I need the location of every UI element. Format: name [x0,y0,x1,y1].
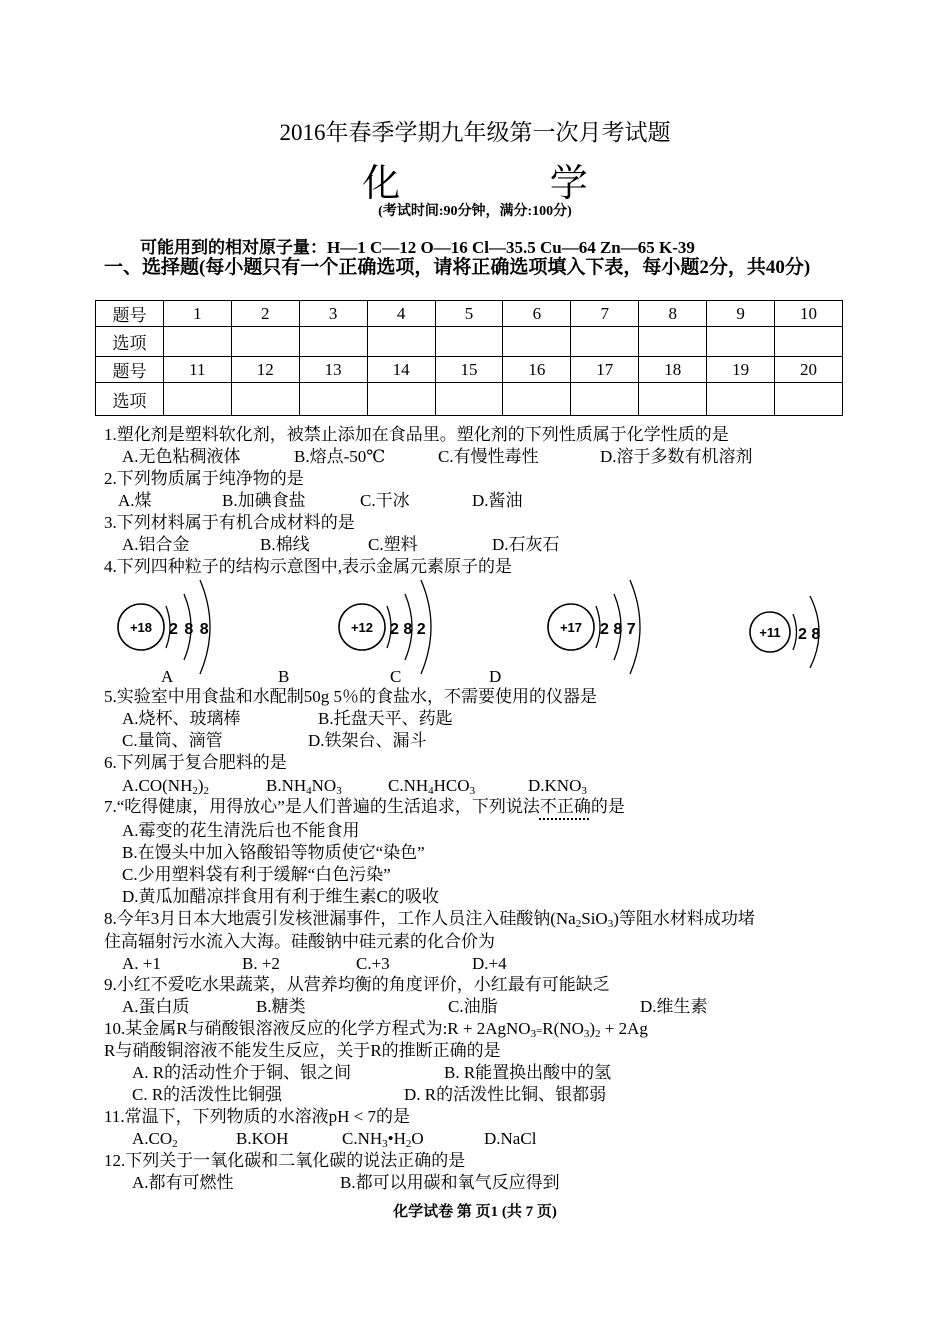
answer-cell[interactable] [367,383,435,416]
question-2-option-c: C.干冰 [360,491,410,510]
question-2-option-b: B.加碘食盐 [222,491,306,510]
answer-cell[interactable] [707,383,775,416]
question-5-option-d: D.铁架台、漏斗 [308,731,427,750]
question-5-option-c: C.量筒、滴管 [122,731,223,750]
question-9-option-d: D.维生素 [640,997,708,1016]
question-1-option-d: D.溶于多数有机溶剂 [600,447,753,466]
table-label: 选项 [96,383,164,416]
answer-cell[interactable] [775,327,843,357]
question-9-stem: 9.小红不爱吃水果蔬菜，从营养均衡的角度评价，小红最有可能缺乏 [104,975,610,994]
answer-cell[interactable] [231,383,299,416]
answer-cell[interactable] [163,327,231,357]
answer-cell[interactable] [571,383,639,416]
nucleus-charge: +17 [559,620,583,635]
question-number: 16 [503,357,571,383]
answer-cell[interactable] [163,383,231,416]
question-11-stem: 11.常温下，下列物质的水溶液pH < 7的是 [104,1107,410,1126]
option-letter: D [489,667,502,686]
question-8-line1: 8.今年3月日本大地震引发核泄漏事件，工作人员注入硅酸钠$(Na_2SiO_3)$等阻水材料成功堵 [104,909,755,930]
question-10-option-c: C. R的活泼性比铜强 [132,1085,283,1104]
table-label: 题号 [96,301,164,327]
exam-title: 2016年春季学期九年级第一次月考试题 [279,120,671,145]
question-4-stem: 4.下列四种粒子的结构示意图中,表示金属元素原子的是 [104,557,512,576]
question-number: 6 [503,301,571,327]
question-6-option-d: $D.KNO_3$ [528,776,587,797]
question-7-option-b: B.在馒头中加入铬酸铅等物质使它“染色” [122,843,425,862]
question-1-option-b: B.熔点-50℃ [294,447,386,466]
answer-cell[interactable] [707,327,775,357]
answer-cell[interactable] [367,327,435,357]
question-10-option-d: D. R的活泼性比铜、银都弱 [404,1085,607,1104]
question-7-option-c: C.少用塑料袋有利于缓解“白色污染” [122,865,391,884]
table-label: 选项 [96,327,164,357]
question-number: 18 [639,357,707,383]
exam-info: (考试时间:90分钟，满分:100分) [378,204,572,219]
question-10-line1: 10.某金属R与硝酸银溶液反应的化学方程式为:R + $2AgNO_3=R(NO_3)_2 + 2Ag$ [104,1019,648,1040]
question-5-stem: 5.实验室中用食盐和水配制50g 5％的食盐水，不需要使用的仪器是 [104,687,597,706]
nucleus-charge: +18 [129,620,153,635]
table-label: 题号 [96,357,164,383]
question-number: 15 [435,357,503,383]
question-7-option-d: D.黄瓜加醋凉拌食用有利于维生素C的吸收 [122,887,439,906]
question-3-option-c: C.塑料 [368,535,418,554]
answer-cell[interactable] [639,327,707,357]
question-3-option-a: A.铝合金 [122,535,190,554]
atomic-masses: 可能用到的相对原子量：H—1 C—12 O—16 Cl—35.5 Cu—64 Zn—65 K-39 [140,238,695,257]
question-8-option-b: B. +2 [242,954,280,973]
question-5-option-b: B.托盘天平、药匙 [318,709,453,728]
answer-cell[interactable] [639,383,707,416]
question-number: 20 [775,357,843,383]
question-number: 12 [231,357,299,383]
answer-cell[interactable] [231,327,299,357]
table-row [96,327,843,357]
question-11-option-a: $A.CO_2$ [132,1129,178,1150]
question-1-stem: 1.塑化剂是塑料软化剂，被禁止添加在食品里。塑化剂的下列性质属于化学性质的是 [104,425,729,444]
question-3-option-d: D.石灰石 [492,535,560,554]
question-6-stem: 6.下列属于复合肥料的是 [104,753,287,772]
question-12-stem: 12.下列关于一氧化碳和二氧化碳的说法正确的是 [104,1151,466,1170]
question-number: 11 [163,357,231,383]
answer-cell[interactable] [299,383,367,416]
emphasized-text: 不正确 [539,797,591,816]
question-number: 5 [435,301,503,327]
electron-shells: 2 8 7 [600,621,636,638]
question-number: 2 [231,301,299,327]
subject-title: 化 学 [362,163,658,205]
question-10-line2: R与硝酸铜溶液不能发生反应，关于R的推断正确的是 [104,1041,501,1060]
answer-cell[interactable] [503,383,571,416]
question-number: 8 [639,301,707,327]
table-row [96,357,843,383]
question-7-option-a: A.霉变的花生清洗后也不能食用 [122,821,360,840]
table-row [96,383,843,416]
question-8-line2: 住高辐射污水流入大海。硅酸钠中硅元素的化合价为 [104,932,495,951]
question-6-option-b: $B.NH_4NO_3$ [266,776,342,797]
nucleus-charge: +12 [350,620,374,635]
question-number: 4 [367,301,435,327]
question-11-option-d: D.NaCl [484,1129,537,1148]
question-number: 13 [299,357,367,383]
question-9-option-b: B.糖类 [256,997,306,1016]
question-1-option-c: C.有慢性毒性 [438,447,539,466]
question-7-stem: 7.“吃得健康，用得放心”是人们普遍的生活追求，下列说法不正确的是 [104,797,625,816]
question-number: 3 [299,301,367,327]
question-number: 14 [367,357,435,383]
question-number: 10 [775,301,843,327]
question-3-option-b: B.棉线 [260,535,310,554]
question-10-option-a: A. R的活动性介于铜、银之间 [132,1063,352,1082]
question-11-option-b: B.KOH [236,1129,289,1148]
answer-cell[interactable] [435,327,503,357]
page-footer: 化学试卷 第 页1 (共 7 页) [393,1204,557,1220]
atom-diagram-c [390,580,640,686]
atom-diagram-a [118,580,210,686]
atom-diagram-b [278,580,431,686]
atom-diagram-d [489,596,820,686]
answer-cell[interactable] [503,327,571,357]
table-row [96,301,843,327]
question-9-option-a: A.蛋白质 [122,997,190,1016]
electron-shells: 2 8 [798,626,821,643]
electron-shells: 2 8 2 [390,621,426,638]
question-8-option-c: C.+3 [356,954,390,973]
question-2-stem: 2.下列物质属于纯净物的是 [104,469,304,488]
question-3-stem: 3.下列材料属于有机合成材料的是 [104,513,355,532]
question-8-option-d: D.+4 [472,954,507,973]
option-letter: B [278,667,290,686]
answer-cell[interactable] [299,327,367,357]
question-12-option-a: A.都有可燃性 [132,1173,234,1192]
answer-cell[interactable] [571,327,639,357]
question-6-option-a: $A.CO(NH_2)_2$ [122,776,210,797]
question-12-option-b: B.都可以用碳和氧气反应得到 [340,1173,560,1192]
question-number: 9 [707,301,775,327]
question-1-option-a: A.无色粘稠液体 [122,447,241,466]
option-letter: C [390,667,402,686]
question-number: 1 [163,301,231,327]
section-heading: 一、选择题(每小题只有一个正确选项，请将正确选项填入下表，每小题2分，共40分) [104,257,811,278]
question-5-option-a: A.烧杯、玻璃棒 [122,709,241,728]
question-2-option-a: A.煤 [118,491,152,510]
question-2-option-d: D.酱油 [472,491,523,510]
option-letter: A [161,667,174,686]
answer-cell[interactable] [435,383,503,416]
atom-structure-diagrams [100,574,840,686]
question-6-option-c: $C.NH_4HCO_3$ [388,776,476,797]
question-number: 7 [571,301,639,327]
question-10-option-b: B. R能置换出酸中的氢 [444,1063,612,1082]
question-9-option-c: C.油脂 [448,997,498,1016]
electron-shells: 2 8 8 [169,621,209,638]
answer-cell[interactable] [775,383,843,416]
answer-table [95,300,843,416]
question-8-option-a: A. +1 [122,954,161,973]
question-11-option-c: $C.NH_3•H_2O$ [342,1129,424,1150]
question-number: 17 [571,357,639,383]
question-number: 19 [707,357,775,383]
nucleus-charge: +11 [759,625,781,640]
